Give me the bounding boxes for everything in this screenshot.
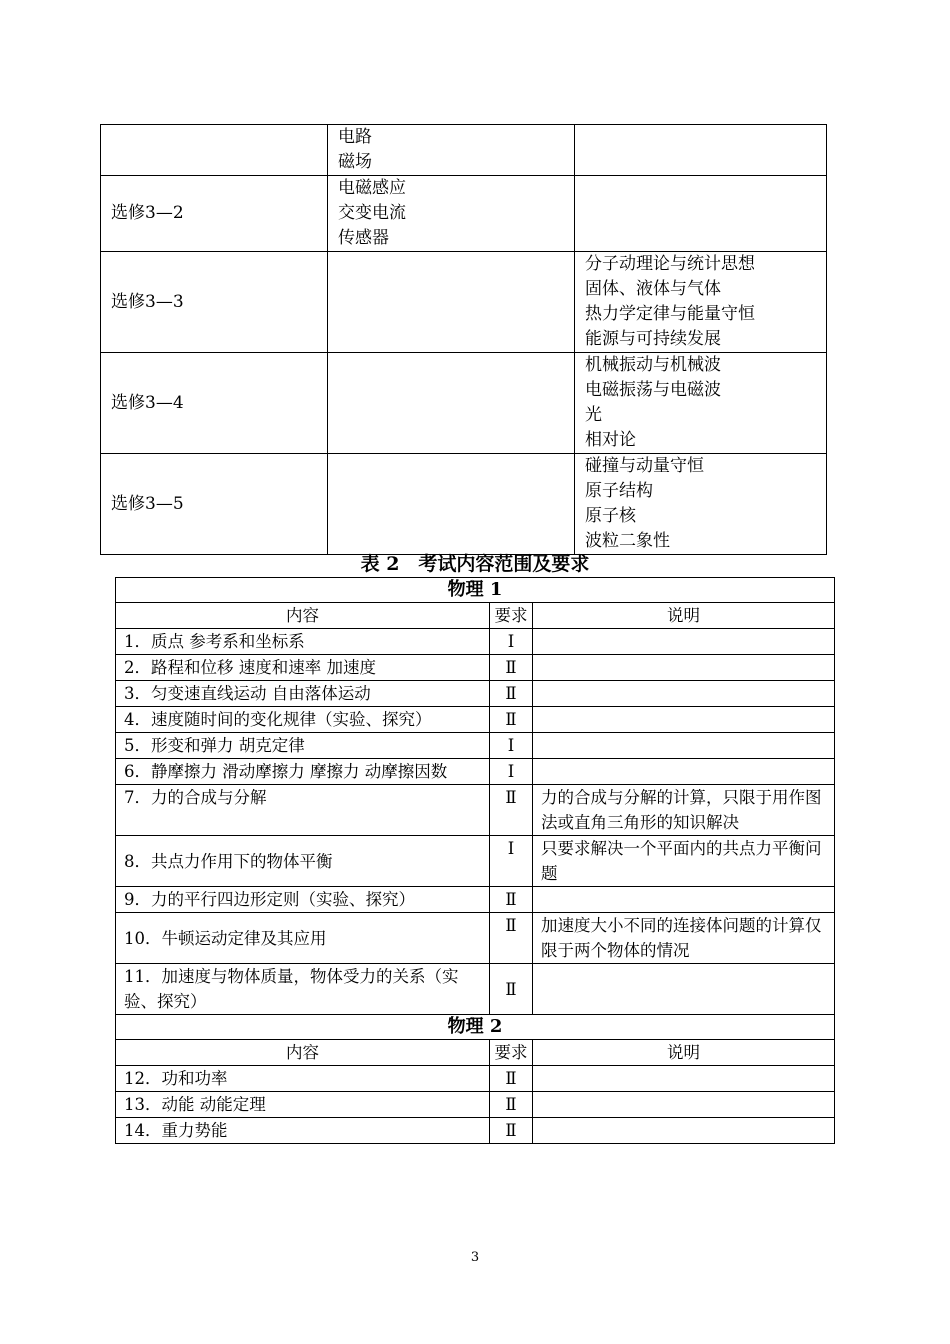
page-number: 3 bbox=[470, 1250, 480, 1265]
header-requirement: 要求 bbox=[490, 603, 533, 629]
table-row bbox=[116, 836, 835, 887]
note-cell bbox=[533, 707, 835, 733]
content-cell: 4．速度随时间的变化规律（实验、探究） bbox=[116, 707, 490, 733]
topic-line: 碰撞与动量守恒 bbox=[585, 456, 704, 476]
topic-line: 分子动理论与统计思想 bbox=[585, 254, 755, 274]
section-row bbox=[116, 578, 835, 603]
content-cell: 8．共点力作用下的物体平衡 bbox=[116, 836, 490, 887]
header-note: 说明 bbox=[533, 603, 835, 629]
content-cell: 9．力的平行四边形定则（实验、探究） bbox=[116, 887, 490, 913]
note-cell bbox=[533, 759, 835, 785]
table-row bbox=[116, 733, 835, 759]
content-cell: 10．牛顿运动定律及其应用 bbox=[116, 913, 490, 964]
content-cell: 7．力的合成与分解 bbox=[116, 785, 490, 836]
module-name: 选修3—4 bbox=[101, 353, 328, 454]
mid-topics bbox=[328, 454, 575, 555]
table-row bbox=[116, 964, 835, 1015]
requirement-cell: Ⅱ bbox=[490, 707, 533, 733]
note-cell bbox=[533, 1066, 835, 1092]
module-name: 选修3—2 bbox=[101, 176, 328, 252]
topic-line: 波粒二象性 bbox=[585, 531, 670, 551]
content-cell: 12．功和功率 bbox=[116, 1066, 490, 1092]
topic-line: 固体、液体与气体 bbox=[585, 279, 721, 299]
requirement-cell: Ⅰ bbox=[490, 629, 533, 655]
topic-line: 电路 bbox=[338, 127, 372, 147]
requirement-cell: Ⅱ bbox=[490, 1118, 533, 1144]
mid-topics bbox=[328, 252, 575, 353]
module-table bbox=[100, 124, 827, 555]
note-cell bbox=[533, 655, 835, 681]
note-cell bbox=[533, 1092, 835, 1118]
right-topics bbox=[575, 454, 827, 555]
topic-line: 原子核 bbox=[585, 506, 636, 526]
module-row bbox=[101, 454, 827, 555]
right-topics bbox=[575, 125, 827, 176]
table-row bbox=[116, 655, 835, 681]
table-row bbox=[116, 759, 835, 785]
mid-topics bbox=[328, 176, 575, 252]
topic-line: 交变电流 bbox=[338, 203, 406, 223]
content-cell: 13．动能 动能定理 bbox=[116, 1092, 490, 1118]
table-row bbox=[116, 887, 835, 913]
content-cell: 14．重力势能 bbox=[116, 1118, 490, 1144]
module-row bbox=[101, 353, 827, 454]
topic-line: 电磁感应 bbox=[338, 178, 406, 198]
note-cell bbox=[533, 681, 835, 707]
exam-scope-table bbox=[115, 577, 835, 1144]
table-row bbox=[116, 681, 835, 707]
header-row bbox=[116, 603, 835, 629]
header-content: 内容 bbox=[116, 603, 490, 629]
requirement-cell: Ⅱ bbox=[490, 887, 533, 913]
note-cell: 只要求解决一个平面内的共点力平衡问题 bbox=[533, 836, 835, 887]
note-cell bbox=[533, 964, 835, 1015]
requirement-cell: Ⅱ bbox=[490, 913, 533, 964]
topic-line: 光 bbox=[585, 405, 602, 425]
content-cell: 3．匀变速直线运动 自由落体运动 bbox=[116, 681, 490, 707]
note-cell bbox=[533, 887, 835, 913]
topic-line: 磁场 bbox=[338, 152, 372, 172]
header-requirement: 要求 bbox=[490, 1040, 533, 1066]
module-name: 选修3—5 bbox=[101, 454, 328, 555]
content-cell: 1．质点 参考系和坐标系 bbox=[116, 629, 490, 655]
topic-line: 原子结构 bbox=[585, 481, 653, 501]
table-row bbox=[116, 785, 835, 836]
right-topics bbox=[575, 353, 827, 454]
content-cell: 11．加速度与物体质量，物体受力的关系（实验、探究） bbox=[116, 964, 490, 1015]
content-cell: 5．形变和弹力 胡克定律 bbox=[116, 733, 490, 759]
topic-line: 相对论 bbox=[585, 430, 636, 450]
requirement-cell: Ⅰ bbox=[490, 733, 533, 759]
topic-line: 电磁振荡与电磁波 bbox=[585, 380, 721, 400]
right-topics bbox=[575, 252, 827, 353]
section-title: 物理 1 bbox=[116, 578, 835, 603]
note-cell bbox=[533, 1118, 835, 1144]
topic-line: 传感器 bbox=[338, 228, 389, 248]
content-cell: 6．静摩擦力 滑动摩擦力 摩擦力 动摩擦因数 bbox=[116, 759, 490, 785]
note-cell bbox=[533, 733, 835, 759]
table2-title: 表 2 考试内容范围及要求 bbox=[360, 553, 590, 575]
section-row bbox=[116, 1015, 835, 1040]
requirement-cell: Ⅱ bbox=[490, 681, 533, 707]
requirement-cell: Ⅰ bbox=[490, 836, 533, 887]
table-row bbox=[116, 707, 835, 733]
table-row bbox=[116, 913, 835, 964]
mid-topics bbox=[328, 125, 575, 176]
requirement-cell: Ⅱ bbox=[490, 785, 533, 836]
note-cell: 力的合成与分解的计算，只限于用作图法或直角三角形的知识解决 bbox=[533, 785, 835, 836]
module-row bbox=[101, 125, 827, 176]
requirement-cell: Ⅰ bbox=[490, 759, 533, 785]
requirement-cell: Ⅱ bbox=[490, 1066, 533, 1092]
mid-topics bbox=[328, 353, 575, 454]
requirement-cell: Ⅱ bbox=[490, 964, 533, 1015]
header-content: 内容 bbox=[116, 1040, 490, 1066]
topic-line: 机械振动与机械波 bbox=[585, 355, 721, 375]
module-name bbox=[101, 125, 328, 176]
table-row bbox=[116, 1118, 835, 1144]
module-name: 选修3—3 bbox=[101, 252, 328, 353]
table-row bbox=[116, 1066, 835, 1092]
section-title: 物理 2 bbox=[116, 1015, 835, 1040]
topic-line: 热力学定律与能量守恒 bbox=[585, 304, 755, 324]
content-cell: 2．路程和位移 速度和速率 加速度 bbox=[116, 655, 490, 681]
note-cell bbox=[533, 629, 835, 655]
table-row bbox=[116, 1092, 835, 1118]
header-row bbox=[116, 1040, 835, 1066]
module-row bbox=[101, 176, 827, 252]
requirement-cell: Ⅱ bbox=[490, 655, 533, 681]
table-row bbox=[116, 629, 835, 655]
requirement-cell: Ⅱ bbox=[490, 1092, 533, 1118]
header-note: 说明 bbox=[533, 1040, 835, 1066]
note-cell: 加速度大小不同的连接体问题的计算仅限于两个物体的情况 bbox=[533, 913, 835, 964]
module-row bbox=[101, 252, 827, 353]
right-topics bbox=[575, 176, 827, 252]
topic-line: 能源与可持续发展 bbox=[585, 329, 721, 349]
